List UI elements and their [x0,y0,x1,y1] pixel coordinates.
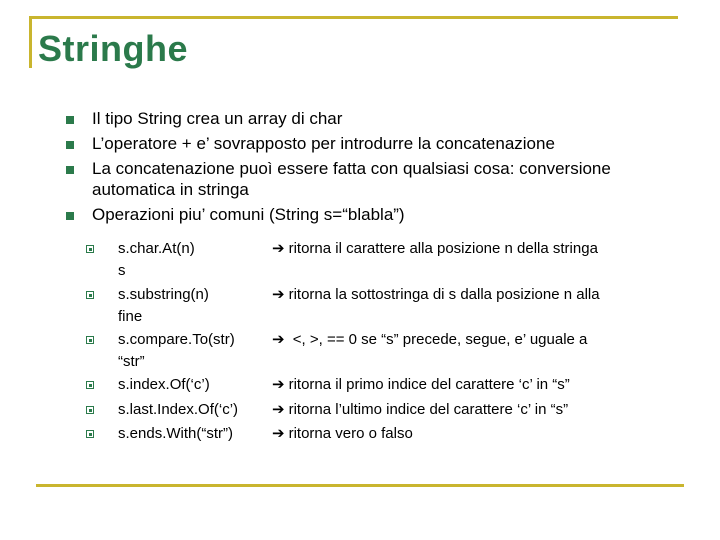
method-name: s.compare.To(str) [118,331,235,348]
method-name: s.ends.With(“str”) [118,425,234,442]
method-description: ritorna il primo indice del carattere ‘c’ in “s” [288,376,570,393]
square-bullet-icon [66,116,74,124]
method-name: s.index.Of(‘c’) [118,376,210,393]
bullet-list [66,108,686,229]
hollow-square-bullet-icon [86,381,94,389]
bullet-item-operations [66,204,686,225]
method-description: ritorna l’ultimo indice del carattere ‘c’ in “s” [288,401,569,418]
hollow-square-bullet-icon [86,336,94,344]
method-name-wrap: “str” [118,353,145,370]
bullet-text: Operazioni piu’ comuni (String s=“blabla”) [92,205,405,224]
bullet-item-string-type [66,108,686,129]
method-description: ritorna la sottostringa di s dalla posizione n alla [288,286,600,303]
method-description: <, >, == 0 se “s” precede, segue, e’ uguale a [292,331,588,348]
square-bullet-icon [66,141,74,149]
method-name-wrap: s [118,262,126,279]
right-arrow-icon: ➔ [272,401,285,418]
bullet-item-operator [66,133,686,154]
right-arrow-icon: ➔ [272,286,285,303]
right-arrow-icon: ➔ [272,425,285,442]
square-bullet-icon [66,212,74,220]
right-arrow-icon: ➔ [272,331,285,348]
bullet-text-bold: String [137,109,182,128]
bullet-text: L’operatore + e’ sovrapposto per introdurre la concatenazione [92,134,555,153]
method-description: ritorna il carattere alla posizione n della stringa [288,240,598,257]
method-description: ritorna vero o falso [288,425,413,442]
hollow-square-bullet-icon [86,245,94,253]
bullet-text-post: crea un array di char [181,109,343,128]
method-name: s.substring(n) [118,286,209,303]
bullet-text: La concatenazione puoì essere fatta con qualsiasi cosa: conversione automatica in stringa [92,159,611,199]
hollow-square-bullet-icon [86,291,94,299]
right-arrow-icon: ➔ [272,376,285,393]
hollow-square-bullet-icon [86,406,94,414]
method-name-wrap: fine [118,308,143,325]
frame-bottom-rule [36,484,684,487]
bullet-item-concatenation [66,158,686,200]
slide-title: Stringhe [38,28,189,69]
bullet-text-pre: Il tipo [92,109,138,128]
method-name: s.last.Index.Of(‘c’) [118,401,239,418]
right-arrow-icon: ➔ [272,240,285,257]
hollow-square-bullet-icon [86,430,94,438]
frame-left-rule [29,16,32,68]
frame-top-rule [31,16,678,19]
square-bullet-icon [66,166,74,174]
method-name: s.char.At(n) [118,240,195,257]
